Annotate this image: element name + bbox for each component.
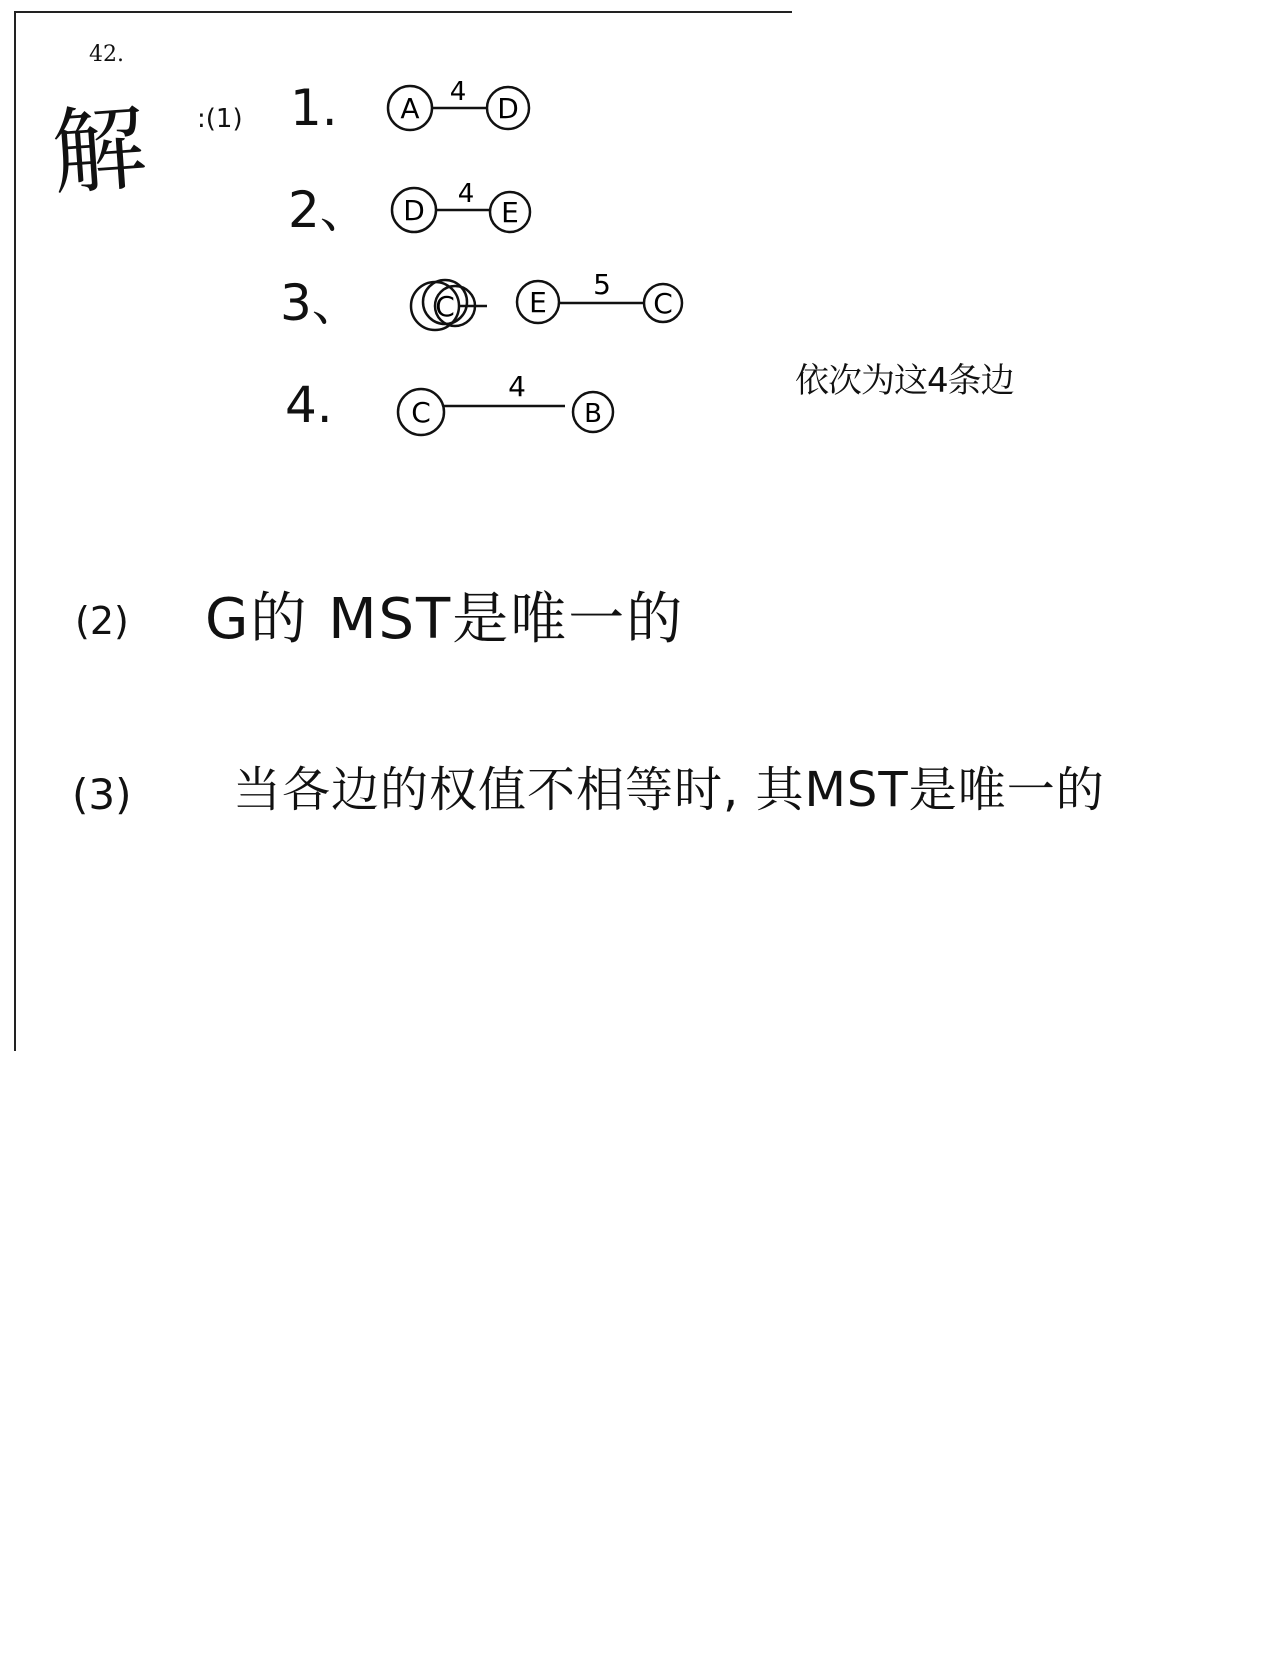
edge-weight: 4 (449, 77, 467, 107)
edge-weight: 4 (508, 370, 526, 403)
step-number: 3、 (280, 274, 362, 332)
node-label: C (435, 290, 455, 323)
crossed-out-node (411, 280, 487, 330)
edge-diagram-step-4 (395, 370, 635, 446)
node-label: A (400, 92, 420, 125)
edge-diagram-step-2 (380, 180, 550, 250)
part3-answer: 当各边的权值不相等时, 其MST是唯一的 (233, 762, 1105, 818)
node-label: B (584, 399, 602, 429)
node-label: C (653, 287, 673, 320)
part3-label: (3) (72, 770, 132, 819)
top-border-line (14, 11, 792, 13)
step-number: 2、 (288, 181, 370, 239)
step-number: 1. (290, 79, 338, 137)
part2-label: (2) (75, 599, 129, 643)
part1-label: :(1) (197, 104, 243, 134)
step-number: 4. (285, 376, 333, 434)
node-label: C (411, 396, 431, 429)
edge-diagram-step-1 (380, 78, 550, 148)
edge-diagram-step-3 (405, 270, 695, 340)
order-note: 依次为这4条边 (795, 361, 1014, 401)
edge-weight: 5 (593, 268, 611, 301)
node-label: D (497, 92, 519, 125)
header-stamp-fragment (340, 0, 510, 6)
edge-weight: 4 (457, 179, 475, 209)
left-border-line (14, 11, 16, 1051)
node-label: D (403, 194, 425, 227)
node-label: E (529, 286, 547, 319)
solution-label: 解 (48, 93, 150, 210)
part2-answer: G的 MST是唯一的 (205, 587, 685, 652)
node-label: E (501, 196, 519, 229)
question-number: 42. (89, 42, 124, 67)
